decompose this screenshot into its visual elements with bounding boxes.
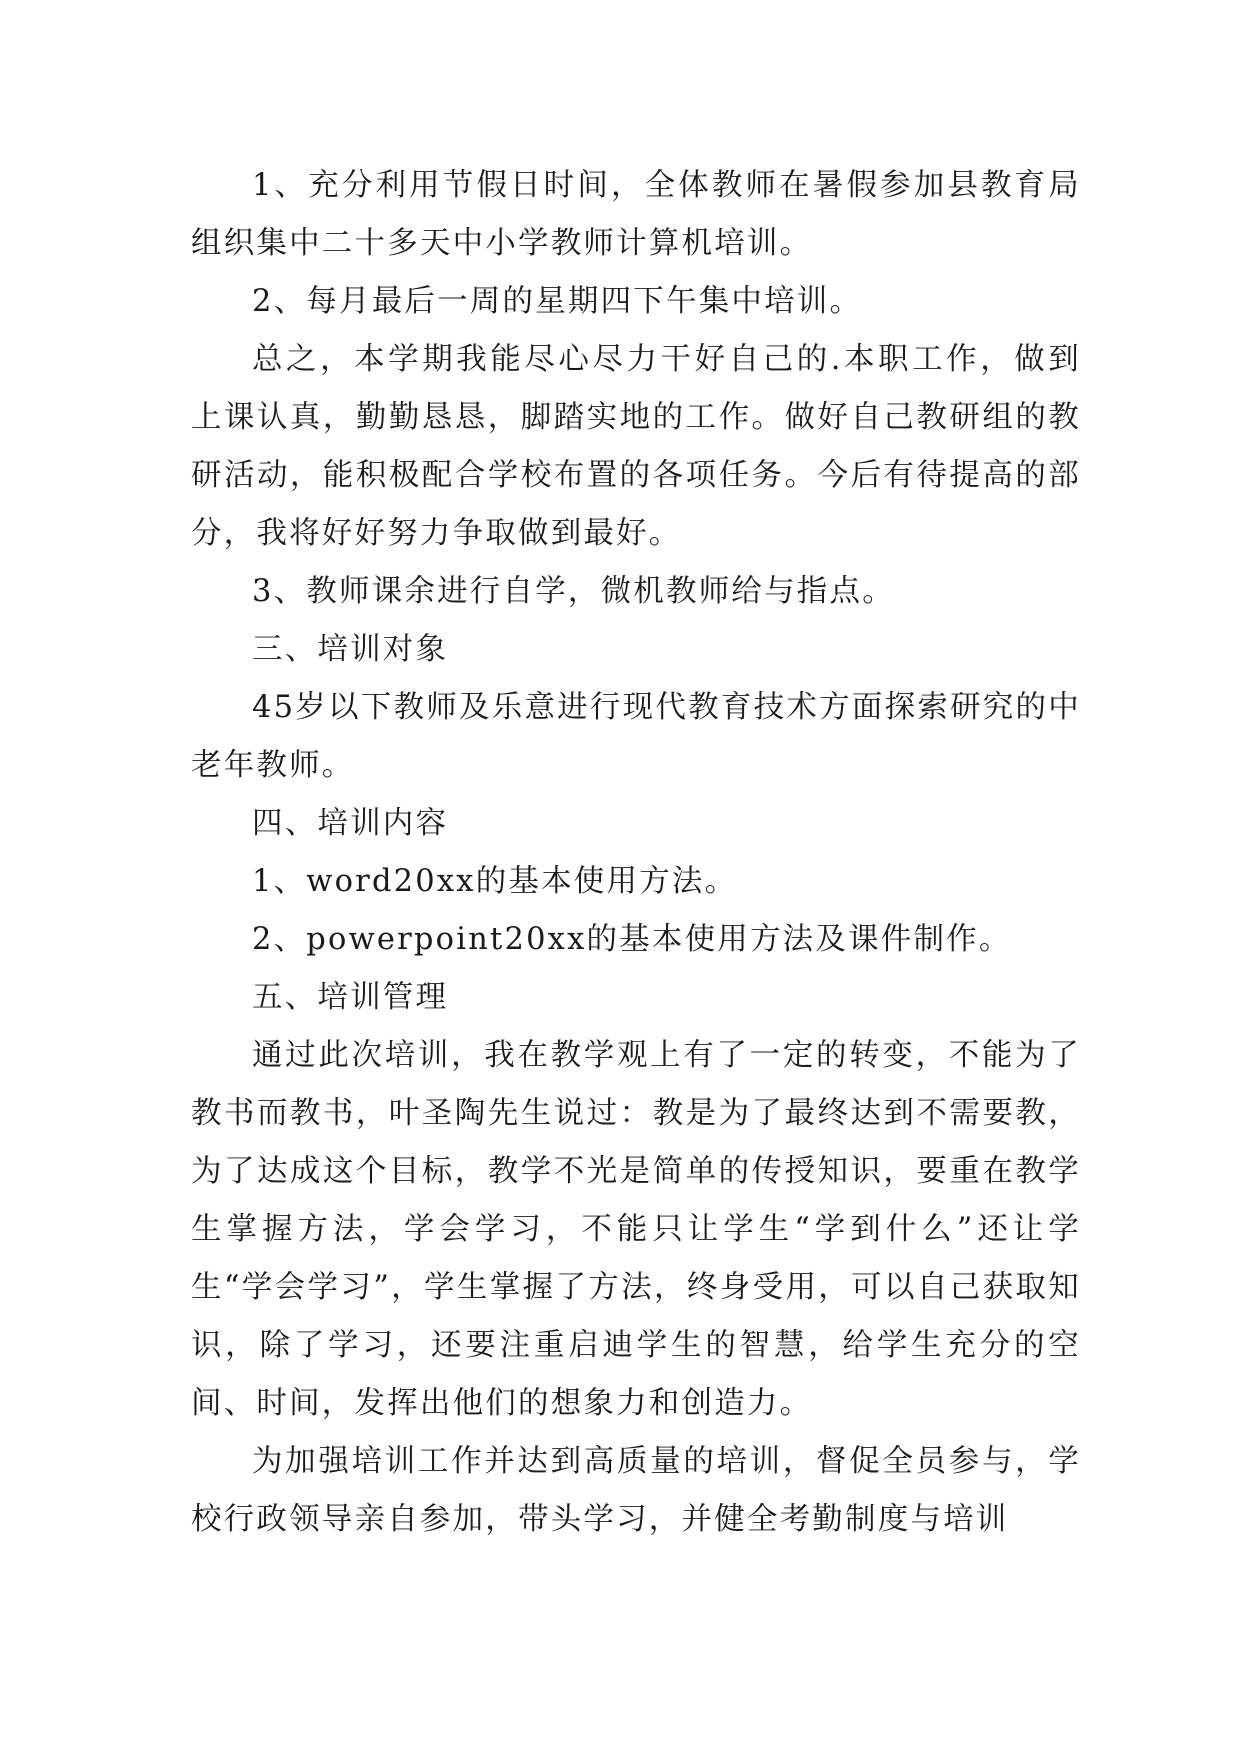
paragraph-2: 2、每月最后一周的星期四下午集中培训。 — [252, 284, 863, 319]
paragraph-4: 3、教师课余进行自学，微机教师给与指点。 — [252, 574, 895, 609]
paragraph-3: 总之，本学期我能尽心尽力干好自己的.本职工作，做到上课认真，勤勤恳恳，脚踏实地的工作。做好自己教研组的教研活动，能积极配合学校布置的各项任务。今后有待提高的部分，我将好好努力争取做到最好。 — [191, 342, 1081, 551]
document-body — [191, 157, 1081, 1549]
section-heading-5: 五、培训管理 — [252, 980, 449, 1015]
section-heading-4: 四、培训内容 — [252, 806, 449, 841]
paragraph-7: 2、powerpoint20xx的基本使用方法及课件制作。 — [252, 922, 1012, 957]
section-heading-3: 三、培训对象 — [252, 632, 449, 667]
paragraph-5: 45岁以下教师及乐意进行现代教育技术方面探索研究的中老年教师。 — [191, 690, 1081, 783]
paragraph-6: 1、word20xx的基本使用方法。 — [252, 864, 738, 899]
paragraph-9: 为加强培训工作并达到高质量的培训，督促全员参与，学校行政领导亲自参加，带头学习，并健全考勤制度与培训 — [191, 1444, 1081, 1537]
paragraph-1: 1、充分利用节假日时间，全体教师在暑假参加县教育局组织集中二十多天中小学教师计算机培训。 — [191, 168, 1081, 261]
paragraph-8: 通过此次培训，我在教学观上有了一定的转变，不能为了教书而教书，叶圣陶先生说过：教是为了最终达到不需要教，为了达成这个目标，教学不光是简单的传授知识，要重在教学生掌握方法，学会学习，不能只让学生“学到什么”还让学生“学会学习”，学生掌握了方法，终身受用，可以自己获取知识，除了学习，还要注重启迪学生的智慧，给学生充分的空间、时间，发挥出他们的想象力和创造力。 — [191, 1038, 1081, 1421]
